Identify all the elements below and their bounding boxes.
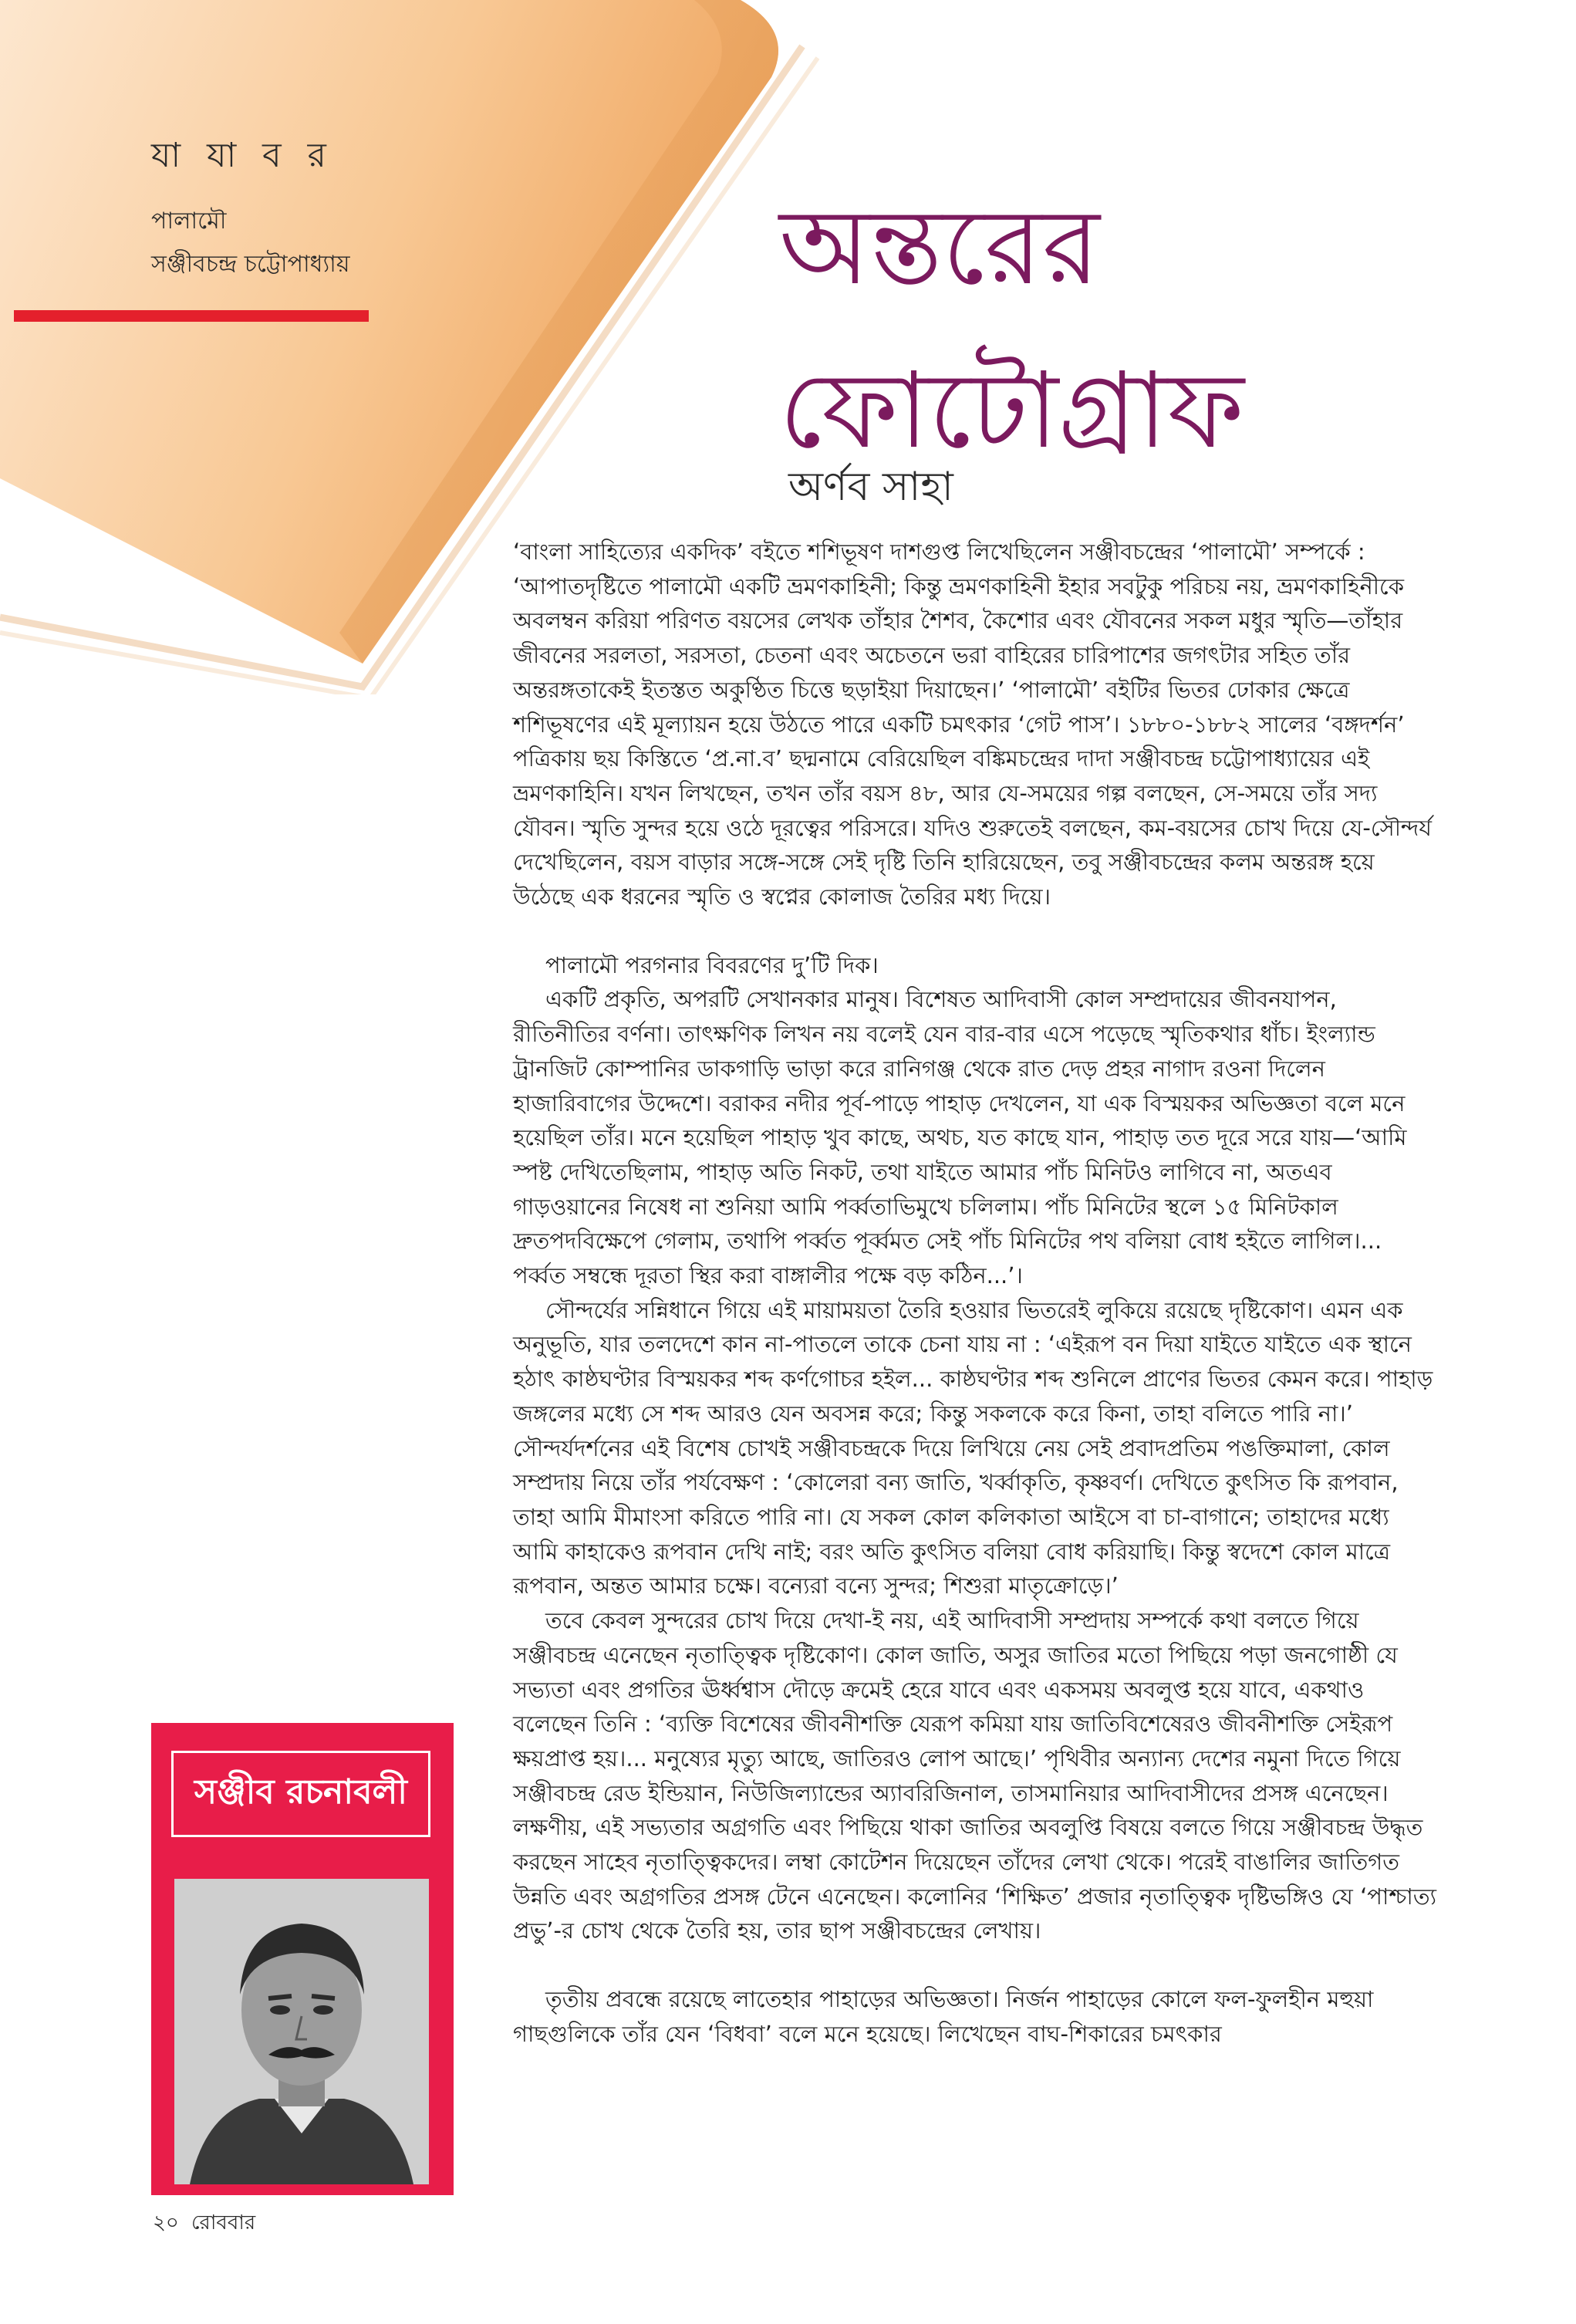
article-paragraph: তবে কেবল সুন্দরের চোখ দিয়ে দেখা-ই নয়, এই আদিবাসী সম্প্রদায় সম্পর্কে কথা বলতে গিয়ে সঞ্জীবচন্দ্র এনেছেন নৃতাত্ত্বিক দৃষ্টিকোণ। কোল জাতি, অসুর জাতির মতো পিছিয়ে পড়া জনগোষ্ঠী যে সভ্যতা এবং প্রগতির ঊর্ধ্বশ্বাস দৌড়ে ক্রমেই হেরে যাবে এবং একসময় অবলুপ্ত হয়ে যাবে, একথাও বলেছেন তিনি : ‘ব্যক্তি বিশেষের জীবনীশক্তি যেরূপ কমিয়া যায় জাতিবিশেষেরও জীবনীশক্তি সেইরূপ ক্ষয়প্রাপ্ত হয়।... মনুষ্যের মৃত্যু আছে, জাতিরও লোপ আছে।’ পৃথিবীর অন্যান্য দেশের নমুনা দিতে গিয়ে সঞ্জীবচন্দ্র রেড ইন্ডিয়ান, নিউজিল্যান্ডের অ্যাবরিজিনাল, তাসমানিয়ার আদিবাসীদের প্রসঙ্গ এনেছেন। লক্ষণীয়, এই সভ্যতার অগ্রগতি এবং পিছিয়ে থাকা জাতির অবলুপ্তি বিষয়ে বলতে গিয়ে সঞ্জীবচন্দ্র উদ্ধৃত করছেন সাহেব নৃতাত্ত্বিকদের। লম্বা কোটেশন দিয়েছেন তাঁদের লেখা থেকে। পরেই বাঙালির জাতিগত উন্নতি এবং অগ্রগতির প্রসঙ্গ টেনে এনেছেন। কলোনির ‘শিক্ষিত’ প্রজার নৃতাত্ত্বিক দৃষ্টিভঙ্গিও যে ‘পাশ্চাত্য প্রভু’-র চোখ থেকে তৈরি হয়, তার ছাপ সঞ্জীবচন্দ্রের লেখায়। xyxy=(513,1607,1436,1944)
article-paragraph: একটি প্রকৃতি, অপরটি সেখানকার মানুষ। বিশেষত আদিবাসী কোল সম্প্রদায়ের জীবনযাপন, রীতিনীতির বর্ণনা। তাৎক্ষণিক লিখন নয় বলেই যেন বার-বার এসে পড়েছে স্মৃতিকথার ধাঁচ। ইংল্যান্ড ট্রানজিট কোম্পানির ডাকগাড়ি ভাড়া করে রানিগঞ্জ থেকে রাত দেড় প্রহর নাগাদ রওনা দিলেন হাজারিবাগের উদ্দেশে। বরাকর নদীর পূর্ব-পাড়ে পাহাড় দেখলেন, যা এক বিস্ময়কর অভিজ্ঞতা বলে মনে হয়েছিল তাঁর। মনে হয়েছিল পাহাড় খুব কাছে, অথচ, যত কাছে যান, পাহাড় তত দূরে সরে যায়—‘আমি স্পষ্ট দেখিতেছিলাম, পাহাড় অতি নিকট, তথা যাইতে আমার পাঁচ মিনিটও লাগিবে না, অতএব গাড়ওয়ানের নিষেধ না শুনিয়া আমি পর্ব্বতাভিমুখে চলিলাম। পাঁচ মিনিটের স্থলে ১৫ মিনিটকাল দ্রুতপদবিক্ষেপে গেলাম, তথাপি পর্ব্বত পূর্ব্বমত সেই পাঁচ মিনিটের পথ বলিয়া বোধ হইতে লাগিল।... পর্ব্বত সম্বন্ধে দূরতা স্থির করা বাঙ্গালীর পক্ষে বড় কঠিন...’। xyxy=(513,986,1407,1289)
book-cover-image xyxy=(151,1723,454,2195)
page-number: ২০ xyxy=(153,2211,179,2234)
article-paragraph: ‘বাংলা সাহিত্যের একদিক’ বইতে শশিভূষণ দাশগুপ্ত লিখেছিলেন সঞ্জীবচন্দ্রের ‘পালামৌ’ সম্পর্কে : ‘আপাতদৃষ্টিতে পালামৌ একটি ভ্রমণকাহিনী; কিন্তু ভ্রমণকাহিনী ইহার সবটুকু পরিচয় নয়, ভ্রমণকাহিনীকে অবলম্বন করিয়া পরিণত বয়সের লেখক তাঁহার শৈশব, কৈশোর এবং যৌবনের সকল মধুর স্মৃতি—তাঁহার জীবনের সরলতা, সরসতা, চেতনা এবং অচেতনে ভরা বাহিরের চারিপাশের জগৎটার সহিত তাঁর অন্তরঙ্গতাকেই ইতস্তত অকুণ্ঠিত চিত্তে ছড়াইয়া দিয়াছেন।’ ‘পালামৌ’ বইটির ভিতর ঢোকার ক্ষেত্রে শশিভূষণের এই মূল্যায়ন হয়ে উঠতে পারে একটি চমৎকার ‘গেট পাস’। ১৮৮০-১৮৮২ সালের ‘বঙ্গদর্শন’ পত্রিকায় ছয় কিস্তিতে ‘প্র.না.ব’ ছদ্মনামে বেরিয়েছিল বঙ্কিমচন্দ্রের দাদা সঞ্জীবচন্দ্র চট্টোপাধ্যায়ের এই ভ্রমণকাহিনি। যখন লিখছেন, তখন তাঁর বয়স ৪৮, আর যে-সময়ের গল্প বলছেন, সে-সময়ে তাঁর সদ্য যৌবন। স্মৃতি সুন্দর হয়ে ওঠে দূরত্বের পরিসরে। যদিও শুরুতেই বলছেন, কম-বয়সের চোখ দিয়ে যে-সৌন্দর্য দেখেছিলেন, বয়স বাড়ার সঙ্গে-সঙ্গে সেই দৃষ্টি তিনি হারিয়েছেন, তবু সঞ্জীবচন্দ্রের কলম অন্তরঙ্গ হয়ে উঠেছে এক ধরনের স্মৃতি ও স্বপ্নের কোলাজ তৈরির মধ্য দিয়ে। xyxy=(513,539,1433,910)
red-divider-rule xyxy=(14,310,369,322)
article-headline xyxy=(779,166,1244,493)
article-body xyxy=(513,535,1439,2052)
headline-line-2: ফোটোগ্রাফ xyxy=(779,350,1244,472)
article-paragraph: তৃতীয় প্রবন্ধে রয়েছে লাতেহার পাহাড়ের অভিজ্ঞতা। নির্জন পাহাড়ের কোলে ফল-ফুলহীন মহুয়া গাছগুলিকে তাঁর যেন ‘বিধবা’ বলে মনে হয়েছে। লিখেছেন বাঘ-শিকারের চমৎকার xyxy=(513,1986,1374,2047)
section-name: যা যা ব র xyxy=(151,136,334,175)
magazine-name: রোববার xyxy=(191,2211,256,2234)
author-portrait xyxy=(174,1879,429,2184)
portrait-illustration xyxy=(174,1879,429,2184)
article-byline: অর্ণব সাহা xyxy=(788,464,953,510)
reviewed-book-title: পালামৌ xyxy=(151,208,227,235)
headline-line-1: অন্তরের xyxy=(779,187,1100,309)
reviewed-book-author: সঞ্জীবচন্দ্র চট্টোপাধ্যায় xyxy=(151,251,350,278)
article-paragraph: পালামৌ পরগনার বিবরণের দু’টি দিক। xyxy=(545,951,879,978)
article-paragraph: সৌন্দর্যের সন্নিধানে গিয়ে এই মায়াময়তা তৈরি হওয়ার ভিতরেই লুকিয়ে রয়েছে দৃষ্টিকোণ। এমন এক অনুভূতি, যার তলদেশে কান না-পাতলে তাকে চেনা যায় না : ‘এইরূপ বন দিয়া যাইতে যাইতে এক স্থানে হঠাৎ কাষ্ঠঘণ্টার বিস্ময়কর শব্দ কর্ণগোচর হইল... কাষ্ঠঘণ্টার শব্দ শুনিলে প্রাণের ভিতর কেমন করে। পাহাড় জঙ্গলের মধ্যে সে শব্দ আরও যেন অবসন্ন করে; কিন্তু সকলকে করে কিনা, তাহা বলিতে পারি না।’ সৌন্দর্যদর্শনের এই বিশেষ চোখই সঞ্জীবচন্দ্রকে দিয়ে লিখিয়ে নেয় সেই প্রবাদপ্রতিম পঙক্তিমালা, কোল সম্প্রদায় নিয়ে তাঁর পর্যবেক্ষণ : ‘কোলেরা বন্য জাতি, খর্ব্বাকৃতি, কৃষ্ণবর্ণ। দেখিতে কুৎসিত কি রূপবান, তাহা আমি মীমাংসা করিতে পারি না। যে সকল কোল কলিকাতা আইসে বা চা-বাগানে; তাহাদের মধ্যে আমি কাহাকেও রূপবান দেখি নাই; বরং অতি কুৎসিত বলিয়া বোধ করিয়াছি। কিন্তু স্বদেশে কোল মাত্রে রূপবান, অন্তত আমার চক্ষে। বন্যেরা বন্যে সুন্দর; শিশুরা মাতৃক্রোড়ে।’ xyxy=(513,1296,1433,1599)
book-cover-title: সঞ্জীব রচনাবলী xyxy=(171,1751,430,1837)
